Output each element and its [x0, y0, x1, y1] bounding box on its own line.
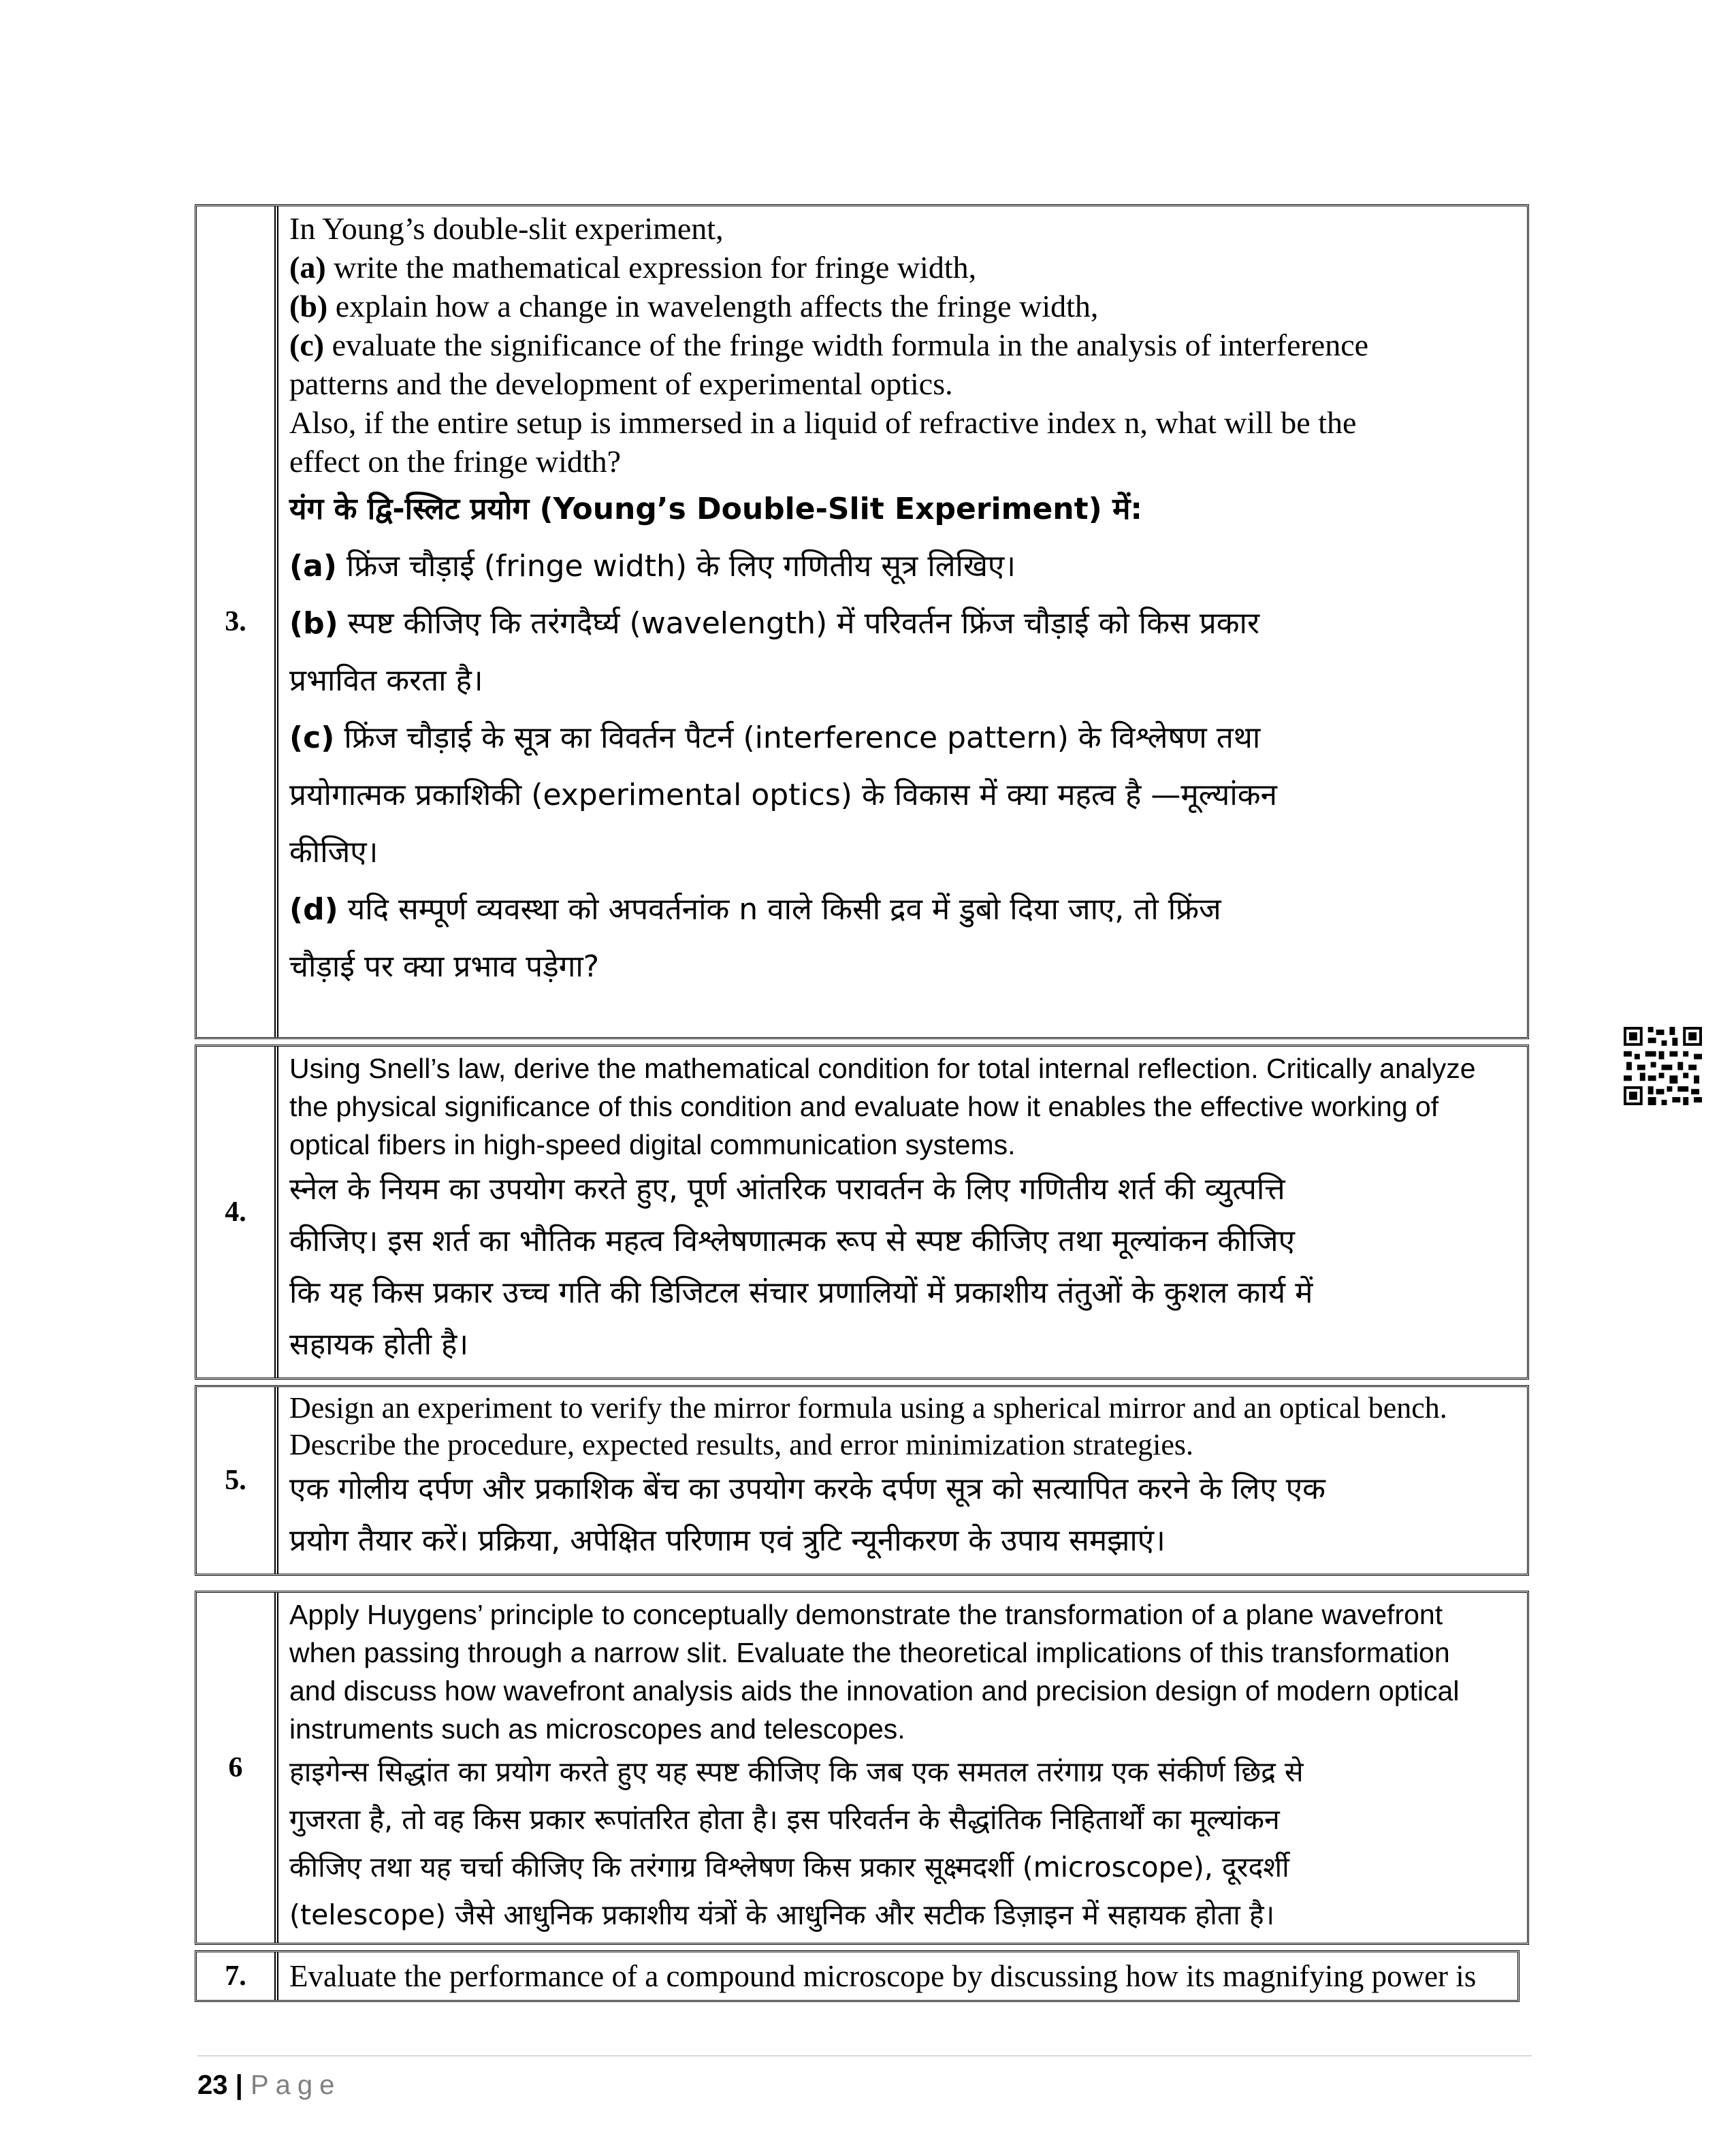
question-text-line: Apply Huygens’ principle to conceptually demonstrate the transformation of a plane wavefront — [289, 1599, 1443, 1630]
hindi-text-line: कि यह किस प्रकार उच्च गति की डिजिटल संचार प्रणालियों में प्रकाशीय तंतुओं के कुशल कार्य में — [289, 1275, 1313, 1310]
question-text-line: Design an experiment to verify the mirror formula using a spherical mirror and an optical bench. — [289, 1391, 1447, 1425]
hindi-part-c: (c) फ्रिंज चौड़ाई के सूत्र का विवर्तन पैटर्न (interference pattern) के विश्लेषण तथा — [289, 720, 1261, 755]
question-text-line: when passing through a narrow slit. Evaluate the theoretical implications of this transformation — [289, 1637, 1450, 1668]
question-text-line: patterns and the development of experimental optics. — [289, 366, 953, 401]
hindi-part-d: (d) यदि सम्पूर्ण व्यवस्था को अपवर्तनांक n वाले किसी द्रव में डुबो दिया जाए, तो फ्रिंज — [289, 892, 1221, 927]
page-label: Page — [250, 2070, 342, 2100]
hindi-text-line: गुजरता है, तो वह किस प्रकार रूपांतरित होता है। इस परिवर्तन के सैद्धांतिक निहितार्थों का मूल्यांकन — [289, 1803, 1280, 1836]
question-body — [283, 206, 1527, 1037]
hindi-text-line: हाइगेन्स सिद्धांत का प्रयोग करते हुए यह स्पष्ट कीजिए कि जब एक समतल तरंगाग्र एक संकीर्ण छिद्र से — [289, 1755, 1304, 1788]
question-4 — [195, 1045, 1529, 1380]
question-text-line: Evaluate the performance of a compound microscope by discussing how its magnifying power is — [289, 1959, 1477, 1993]
question-text-line: Also, if the entire setup is immersed in a liquid of refractive index n, what will be the — [289, 405, 1357, 440]
part-label: (b) — [289, 289, 328, 323]
hindi-text-line: कीजिए। इस शर्त का भौतिक महत्व विश्लेषणात्मक रूप से स्पष्ट कीजिए तथा मूल्यांकन कीजिए — [289, 1224, 1295, 1258]
question-number: 7. — [197, 1952, 278, 2000]
hindi-text-line: (telescope) जैसे आधुनिक प्रकाशीय यंत्रों के आधुनिक और सटीक डिज़ाइन में सहायक होता है। — [289, 1898, 1275, 1931]
hindi-text-line: प्रभावित करता है। — [289, 663, 483, 698]
question-number: 4. — [197, 1047, 278, 1378]
question-7 — [195, 1950, 1520, 2002]
question-text-line: and discuss how wavefront analysis aids the innovation and precision design of modern optical — [289, 1675, 1460, 1706]
question-part-a: (a) write the mathematical expression for fringe width, — [289, 250, 977, 285]
part-label: (c) — [289, 328, 325, 362]
question-text-line: the physical significance of this condition and evaluate how it enables the effective working of — [289, 1091, 1439, 1122]
question-body — [283, 1387, 1527, 1574]
question-text-line: In Young’s double-slit experiment, — [289, 211, 724, 246]
page-number: 23 — [197, 2070, 228, 2100]
hindi-heading: यंग के द्वि-स्लिट प्रयोग (Young’s Double-Slit Experiment) में: — [289, 492, 1142, 526]
question-6 — [195, 1591, 1529, 1945]
question-text-line: effect on the fringe width? — [289, 444, 622, 479]
question-text-line: instruments such as microscopes and telescopes. — [289, 1713, 905, 1745]
hindi-text-line: प्रयोगात्मक प्रकाशिकी (experimental optics) के विकास में क्या महत्व है —मूल्यांकन — [289, 778, 1277, 812]
question-number: 5. — [197, 1387, 278, 1574]
question-body — [283, 1593, 1527, 1943]
hindi-text-line: एक गोलीय दर्पण और प्रकाशिक बेंच का उपयोग करके दर्पण सूत्र को सत्यापित करने के लिए एक — [289, 1472, 1325, 1506]
question-part-b: (b) explain how a change in wavelength affects the fringe width, — [289, 289, 1099, 323]
part-label: (a) — [289, 250, 326, 285]
page-footer — [197, 2055, 1532, 2101]
hindi-text-line: कीजिए। — [289, 835, 379, 870]
question-body — [283, 1952, 1517, 2000]
hindi-part-b: (b) स्पष्ट कीजिए कि तरंगदैर्घ्य (wavelength) में परिवर्तन फ्रिंज चौड़ाई को किस प्रकार — [289, 606, 1259, 641]
qr-code-icon — [1624, 1027, 1702, 1105]
question-body — [283, 1047, 1527, 1378]
question-text-line: Using Snell’s law, derive the mathematical condition for total internal reflection. Critically analyze — [289, 1053, 1476, 1084]
question-number: 6 — [197, 1593, 278, 1943]
question-text-line: optical fibers in high-speed digital communication systems. — [289, 1129, 1016, 1160]
hindi-text-line: प्रयोग तैयार करें। प्रक्रिया, अपेक्षित परिणाम एवं त्रुटि न्यूनीकरण के उपाय समझाएं। — [289, 1523, 1166, 1558]
question-part-c: (c) evaluate the significance of the fringe width formula in the analysis of interference — [289, 328, 1369, 362]
hindi-text-line: चौड़ाई पर क्या प्रभाव पड़ेगा? — [289, 949, 600, 984]
hindi-text-line: स्नेल के नियम का उपयोग करते हुए, पूर्ण आंतरिक परावर्तन के लिए गणितीय शर्त की व्युत्पत्ति — [289, 1172, 1285, 1207]
question-3 — [195, 204, 1529, 1039]
hindi-text-line: सहायक होती है। — [289, 1327, 469, 1362]
hindi-part-a: (a) फ्रिंज चौड़ाई (fringe width) के लिए गणितीय सूत्र लिखिए। — [289, 549, 1016, 584]
question-number: 3. — [197, 206, 278, 1037]
question-text-line: Describe the procedure, expected results, and error minimization strategies. — [289, 1428, 1194, 1461]
hindi-text-line: कीजिए तथा यह चर्चा कीजिए कि तरंगाग्र विश्लेषण किस प्रकार सूक्ष्मदर्शी (microscope), दूरदर्शी — [289, 1851, 1289, 1884]
footer-separator: | — [235, 2070, 243, 2100]
question-5 — [195, 1385, 1529, 1576]
